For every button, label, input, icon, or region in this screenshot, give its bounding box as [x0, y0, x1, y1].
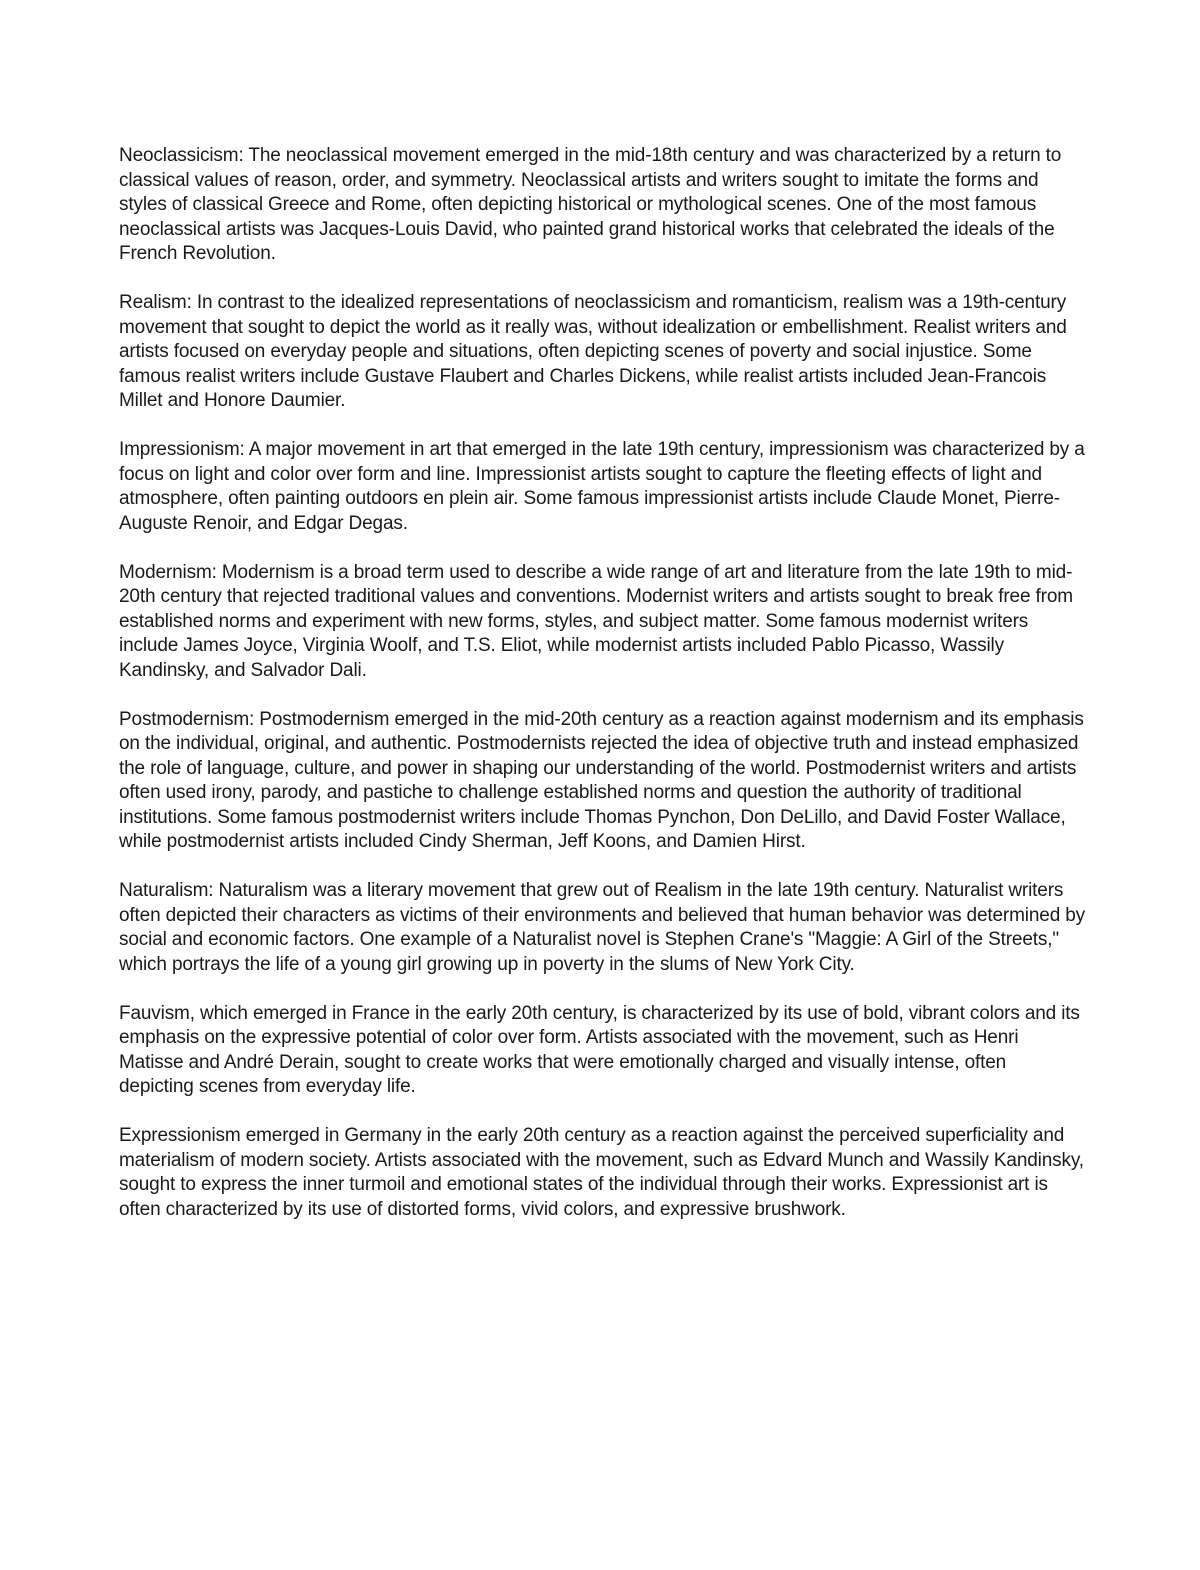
paragraph-postmodernism: Postmodernism: Postmodernism emerged in the mid-20th century as a reaction against modernism and its emphasis on the individual, original, and authentic. Postmodernists rejected the idea of objective truth and instead emphasized the role of language, culture, and power in shaping our understanding of the world. Postmodernist writers and artists often used irony, parody, and pastiche to challenge established norms and question the authority of traditional institutions. Some famous postmodernist writers include Thomas Pynchon, Don DeLillo, and David Foster Wallace, while postmodernist artists included Cindy Sherman, Jeff Koons, and Damien Hirst. — [119, 708, 1084, 852]
paragraph-modernism: Modernism: Modernism is a broad term used to describe a wide range of art and literature from the late 19th to mid-20th century that rejected traditional values and conventions. Modernist writers and artists sought to break free from established norms and experiment with new forms, styles, and subject matter. Some famous modernist writers include James Joyce, Virginia Woolf, and T.S. Eliot, while modernist artists included Pablo Picasso, Wassily Kandinsky, and Salvador Dali. — [119, 561, 1073, 681]
paragraph-expressionism: Expressionism emerged in Germany in the early 20th century as a reaction against the perceived superficiality and materialism of modern society. Artists associated with the movement, such as Edvard Munch and Wassily Kandinsky, sought to express the inner turmoil and emotional states of the individual through their works. Expressionist art is often characterized by its use of distorted forms, vivid colors, and expressive brushwork. — [119, 1125, 1084, 1220]
paragraph-neoclassicism: Neoclassicism: The neoclassical movement emerged in the mid-18th century and was characterized by a return to classical values of reason, order, and symmetry. Neoclassical artists and writers sought to imitate the forms and styles of classical Greece and Rome, often depicting historical or mythological scenes. One of the most famous neoclassical artists was Jacques-Louis David, who painted grand historical works that celebrated the ideals of the French Revolution. — [119, 145, 1062, 264]
paragraph-impressionism: Impressionism: A major movement in art that emerged in the late 19th century, impressionism was characterized by a focus on light and color over form and line. Impressionist artists sought to capture the fleeting effects of light and atmosphere, often painting outdoors en plein air. Some famous impressionist artists include Claude Monet, Pierre-Auguste Renoir, and Edgar Degas. — [119, 439, 1085, 534]
paragraph-realism: Realism: In contrast to the idealized representations of neoclassicism and romanticism, realism was a 19th-century movement that sought to depict the world as it really was, without idealization or embellishment. Realist writers and artists focused on everyday people and situations, often depicting scenes of poverty and social injustice. Some famous realist writers include Gustave Flaubert and Charles Dickens, while realist artists included Jean-Francois Millet and Honore Daumier. — [119, 292, 1067, 411]
paragraph-naturalism: Naturalism: Naturalism was a literary movement that grew out of Realism in the late 19th century. Naturalist writers often depicted their characters as victims of their environments and believed that human behavior was determined by social and economic factors. One example of a Naturalist novel is Stephen Crane's "Maggie: A Girl of the Streets," which portrays the life of a young girl growing up in poverty in the slums of New York City. — [119, 880, 1086, 975]
document-body — [119, 144, 1085, 1247]
paragraph-fauvism: Fauvism, which emerged in France in the early 20th century, is characterized by its use of bold, vibrant colors and its emphasis on the expressive potential of color over form. Artists associated with the movement, such as Henri Matisse and André Derain, sought to create works that were emotionally charged and visually intense, often depicting scenes from everyday life. — [119, 1002, 1080, 1097]
